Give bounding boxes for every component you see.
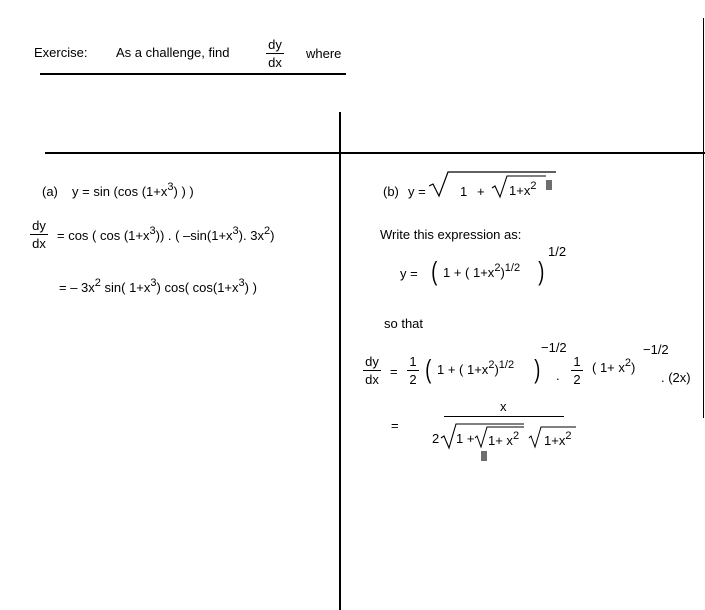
final-eq: = xyxy=(391,418,399,433)
half-fraction xyxy=(407,354,419,387)
part-a-cube: 3 xyxy=(167,180,174,193)
tail-2x: . (2x) xyxy=(661,370,691,385)
step1-part: ) xyxy=(270,228,275,243)
step2-cube: 3 xyxy=(238,276,245,289)
part-a-y-eq: y = sin (cos (1+x xyxy=(72,184,168,199)
step2-part: sin( 1+x xyxy=(100,280,151,295)
expr2-square: 2 xyxy=(494,261,501,274)
exercise-label: Exercise: xyxy=(34,45,88,60)
header-derivative-fraction xyxy=(266,37,284,70)
part-b-expr4 xyxy=(592,356,636,375)
expr2-part: 1 + ( 1+x xyxy=(443,265,495,280)
part-a-step1 xyxy=(57,224,275,243)
expr4-part: ( 1+ x xyxy=(592,360,625,375)
step2-part: = – 3x xyxy=(59,280,95,295)
challenge-text: As a challenge, find xyxy=(116,45,230,60)
fraction-denominator: dx xyxy=(268,55,282,70)
part-b-inner-term xyxy=(509,179,537,198)
where-text: where xyxy=(306,46,342,61)
final-inner-square: 2 xyxy=(512,429,520,442)
fraction-bar xyxy=(30,234,48,235)
step1-part: ). 3x xyxy=(238,228,264,243)
expr4-square: 2 xyxy=(624,356,631,369)
right-edge-line xyxy=(703,18,704,418)
header-underline xyxy=(40,73,346,75)
expr3-part: ) xyxy=(494,362,499,377)
final-outer: 1+x xyxy=(544,433,566,448)
left-paren-icon: ( xyxy=(431,256,438,286)
fraction-denominator: dx xyxy=(365,372,379,387)
dot-operator: . xyxy=(556,368,560,383)
fraction-bar xyxy=(407,370,419,371)
part-b-derivative-fraction xyxy=(363,354,381,387)
part-a-derivative-fraction xyxy=(30,218,48,251)
left-paren-icon: ( xyxy=(425,354,432,384)
final-outer-square: 2 xyxy=(565,429,572,442)
step1-square: 2 xyxy=(263,224,271,237)
expr4-part: ) xyxy=(631,360,636,375)
part-a-label: (a) xyxy=(42,184,58,199)
outer-half-exponent: 1/2 xyxy=(548,244,567,259)
part-a-y-tail: ) ) ) xyxy=(173,184,194,199)
step2-square: 2 xyxy=(94,276,101,289)
final-inner-term xyxy=(488,429,520,448)
final-numerator: x xyxy=(500,399,507,414)
expr3-half: 1/2 xyxy=(498,358,515,371)
fraction-bar xyxy=(571,370,583,371)
part-b-inner-one: 1 xyxy=(460,184,468,199)
step2-part: ) cos( cos(1+x xyxy=(156,280,239,295)
expr2-part: ) xyxy=(500,265,505,280)
part-b-y-eq: y = xyxy=(408,184,426,199)
expr2-half: 1/2 xyxy=(504,261,521,274)
vertical-divider xyxy=(339,112,341,610)
so-that-text: so that xyxy=(384,316,424,331)
final-inner: 1+ x xyxy=(488,433,513,448)
fraction-numerator: 1 xyxy=(409,354,417,369)
step2-part: ) ) xyxy=(244,280,257,295)
horizontal-divider xyxy=(45,152,705,154)
final-fraction-bar xyxy=(444,416,564,417)
step1-part: )) . ( –sin(1+x xyxy=(155,228,233,243)
fraction-numerator: dy xyxy=(268,37,282,52)
step1-cube: 3 xyxy=(149,224,156,237)
part-a-equation xyxy=(72,180,194,199)
neg-half-exponent-1: −1/2 xyxy=(541,340,567,355)
fraction-numerator: dy xyxy=(32,218,46,233)
fraction-numerator: dy xyxy=(365,354,379,369)
part-b-expr2 xyxy=(443,261,521,280)
part-b-y-eq2: y = xyxy=(400,266,418,281)
inner-square: 2 xyxy=(530,179,537,192)
right-paren-icon: ) xyxy=(534,354,541,384)
part-b-eq: = xyxy=(390,364,398,379)
part-a-step2 xyxy=(59,276,257,295)
fraction-denominator: 2 xyxy=(573,372,581,387)
part-b-expr3 xyxy=(437,358,515,377)
cursor-marker-icon xyxy=(546,180,552,190)
half-fraction-2 xyxy=(571,354,583,387)
fraction-bar xyxy=(363,370,381,371)
write-as-text: Write this expression as: xyxy=(380,227,522,242)
step1-part: = cos ( cos (1+x xyxy=(57,228,150,243)
right-paren-icon: ) xyxy=(538,256,545,286)
part-b-plus: + xyxy=(477,184,485,199)
expr3-square: 2 xyxy=(488,358,495,371)
step2-cube: 3 xyxy=(150,276,157,289)
final-two: 2 xyxy=(432,431,440,446)
part-b-label: (b) xyxy=(383,184,399,199)
step1-cube: 3 xyxy=(232,224,239,237)
fraction-denominator: 2 xyxy=(409,372,417,387)
final-outer-term xyxy=(544,429,572,448)
final-one-plus: 1 + xyxy=(456,431,475,446)
fraction-bar xyxy=(266,53,284,54)
cursor-marker-icon xyxy=(481,451,487,461)
fraction-denominator: dx xyxy=(32,236,46,251)
fraction-numerator: 1 xyxy=(573,354,581,369)
neg-half-exponent-2: −1/2 xyxy=(643,342,669,357)
inner-term: 1+x xyxy=(509,183,531,198)
expr3-part: 1 + ( 1+x xyxy=(437,362,489,377)
